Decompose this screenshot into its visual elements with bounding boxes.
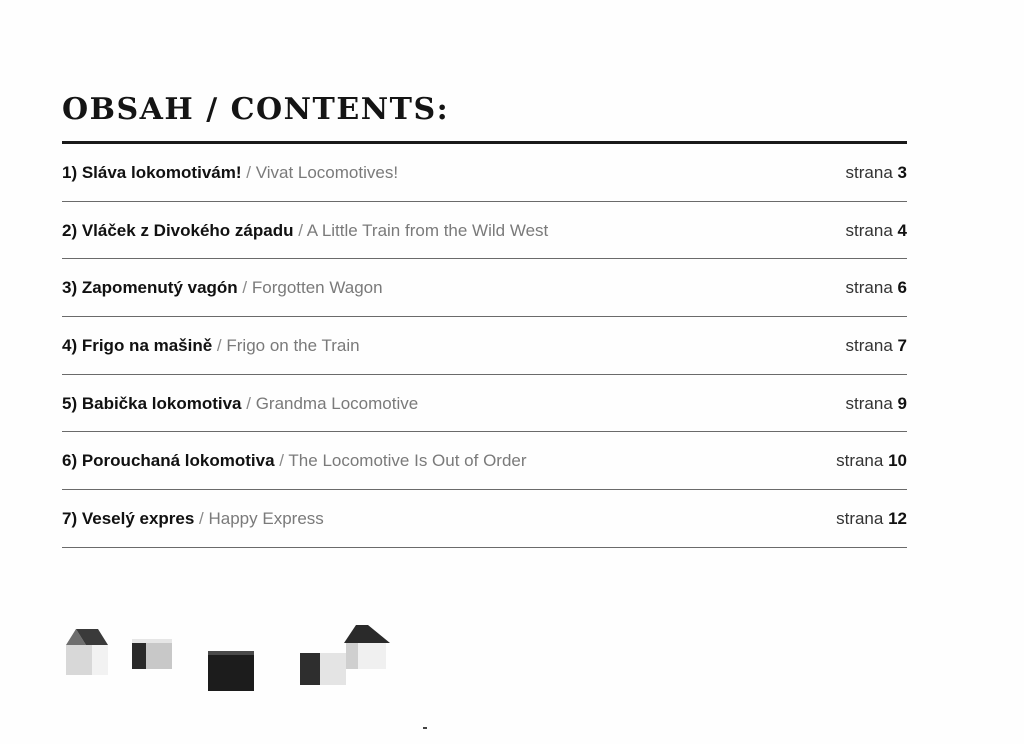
toc-separator: / [241,393,256,413]
page-number: 10 [888,451,907,471]
toc-entry [62,278,383,298]
toc-title-czech: 3) Zapomenutý vagón [62,278,238,298]
toc-separator: / [241,163,256,182]
toc-entry [62,451,527,471]
toc-title-czech: 4) Frigo na mašině [62,336,213,356]
toc-title-english: Vivat Locomotives! [255,163,399,182]
toc-row[interactable] [62,259,907,317]
toc-page-ref [846,163,907,183]
dark-cube-icon [208,651,254,691]
page-number: 4 [897,220,907,240]
toc-page-ref [846,336,907,356]
page-number: 6 [897,278,907,298]
toc-row[interactable] [62,144,907,202]
toc-entry [62,336,360,356]
toc-title-czech: 1) Sláva lokomotivám! [62,163,242,182]
house-with-roof-icon [300,625,390,685]
toc-title-czech: 5) Babička lokomotiva [62,393,242,413]
contents-heading: OBSAH / CONTENTS: [62,92,450,127]
page-word: strana [845,220,893,240]
page-word: strana [845,278,893,298]
toc-title-english: Frigo on the Train [226,336,360,356]
page-word: strana [836,451,884,471]
toc-title-english: The Locomotive Is Out of Order [288,451,527,471]
page-number: 3 [897,163,907,182]
cube-block-icon [132,639,172,669]
house-block-icon [66,629,108,675]
toc-entry [62,394,418,414]
toc-row[interactable] [62,202,907,260]
toc-separator: / [237,278,252,298]
toc-page-ref [836,509,907,529]
toc-page-ref [836,451,907,471]
page-word: strana [845,163,893,182]
toy-blocks-illustration [60,615,400,705]
page-word: strana [845,336,893,356]
toc-title-english: Grandma Locomotive [255,393,419,413]
toc-title-czech: 7) Veselý expres [62,509,195,529]
toc-page-ref [846,221,907,241]
toc-title-english: Forgotten Wagon [251,278,383,298]
toc-title-english: Happy Express [208,509,324,529]
toc-row[interactable] [62,432,907,490]
toc-row[interactable] [62,375,907,433]
toc-separator: / [293,220,307,240]
page-number: 9 [897,393,907,413]
page-number: 7 [897,336,907,356]
toc-row[interactable] [62,490,907,548]
page-word: strana [845,393,893,413]
toc-title-czech: 2) Vláček z Divokého západu [62,220,294,240]
toc-page-ref [846,394,907,414]
toc-entry [62,221,548,241]
page-number: 12 [888,509,907,529]
toc-page-ref [846,278,907,298]
table-of-contents [62,144,907,548]
toc-separator: / [194,509,209,529]
scan-mark [423,727,427,729]
toc-entry [62,163,398,183]
toc-entry [62,509,324,529]
toc-title-czech: 6) Porouchaná lokomotiva [62,451,275,471]
toc-separator: / [212,336,227,356]
toc-separator: / [274,451,289,471]
page-word: strana [836,509,884,529]
toc-row[interactable] [62,317,907,375]
toc-title-english: A Little Train from the Wild West [306,220,549,240]
